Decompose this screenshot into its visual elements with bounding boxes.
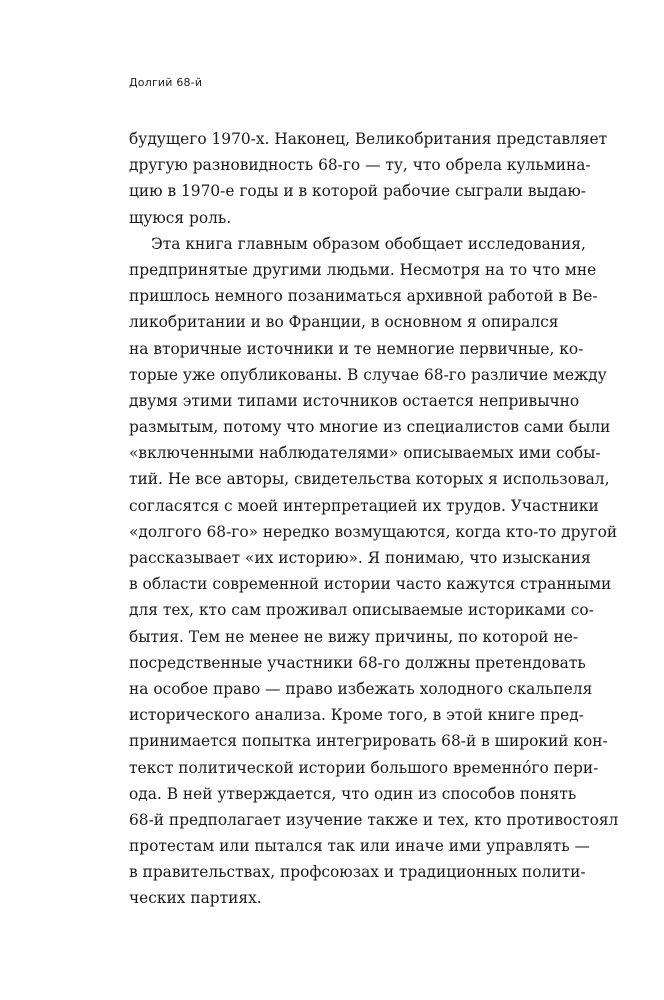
text-line: щуюся роль.: [129, 208, 232, 227]
text-line: предпринятые другими людьми. Несмотря на то что мне: [129, 260, 597, 279]
text-line: другую разновидность 68-го — ту, что обрела кульмина-: [129, 156, 591, 175]
text-line: для тех, кто сам проживал описываемые историками со-: [129, 601, 594, 620]
text-line: ода. В ней утверждается, что один из способов понять: [129, 784, 577, 803]
text-line: принимается попытка интегрировать 68-й в широкий кон-: [129, 732, 608, 751]
text-line: ликобритании и во Франции, в основном я опирался: [129, 313, 559, 332]
text-line: Эта книга главным образом обобщает исследования,: [151, 234, 586, 253]
text-line: будущего 1970-х. Наконец, Великобритания представляет: [129, 130, 608, 148]
text-line: ческих партиях.: [129, 889, 262, 908]
text-line: размытым, потому что многие из специалистов сами были: [129, 418, 611, 437]
text-line: двумя этими типами источников остается непривычно: [129, 391, 580, 410]
text-line: рассказывает «их историю». Я понимаю, что изыскания: [129, 549, 591, 567]
running-head: Долгий 68-й: [129, 76, 203, 89]
text-line: пришлось немного позаниматься архивной работой в Ве-: [129, 287, 598, 306]
text-line: исторического анализа. Кроме того, в этой книге пред-: [129, 706, 584, 725]
text-line: торые уже опубликованы. В случае 68-го различие между: [129, 365, 607, 384]
text-line: согласятся с моей интерпретацией их трудов. Участники: [129, 496, 599, 515]
paragraph: [129, 126, 608, 231]
text-line: на вторичные источники и те немногие первичные, ко-: [129, 339, 584, 358]
text-line: текст политической истории большого временно́го пери-: [129, 758, 599, 777]
text-line: в правительствах, профсоюзах и традиционных полити-: [129, 863, 586, 882]
text-line: «включенными наблюдателями» описываемых ими собы-: [129, 444, 601, 463]
paragraph: [129, 231, 619, 912]
text-line: на особое право — право избежать холодного скальпеля: [129, 679, 593, 698]
text-line: бытия. Тем не менее не вижу причины, по которой не-: [129, 627, 579, 646]
text-line: тий. Не все авторы, свидетельства которых я использовал,: [129, 470, 610, 489]
text-line: посредственные участники 68-го должны претендовать: [129, 653, 586, 672]
text-line: в области современной истории часто кажутся странными: [129, 575, 612, 594]
text-line: протестам или пытался так или иначе ими управлять —: [129, 837, 590, 856]
text-line: цию в 1970-е годы и в которой рабочие сыграли выдаю-: [129, 182, 587, 201]
text-line: 68-й предполагает изучение также и тех, кто противостоял: [129, 810, 619, 829]
text-line: «долгого 68-го» нередко возмущаются, когда кто-то другой: [129, 522, 618, 541]
body-text: [129, 126, 619, 912]
